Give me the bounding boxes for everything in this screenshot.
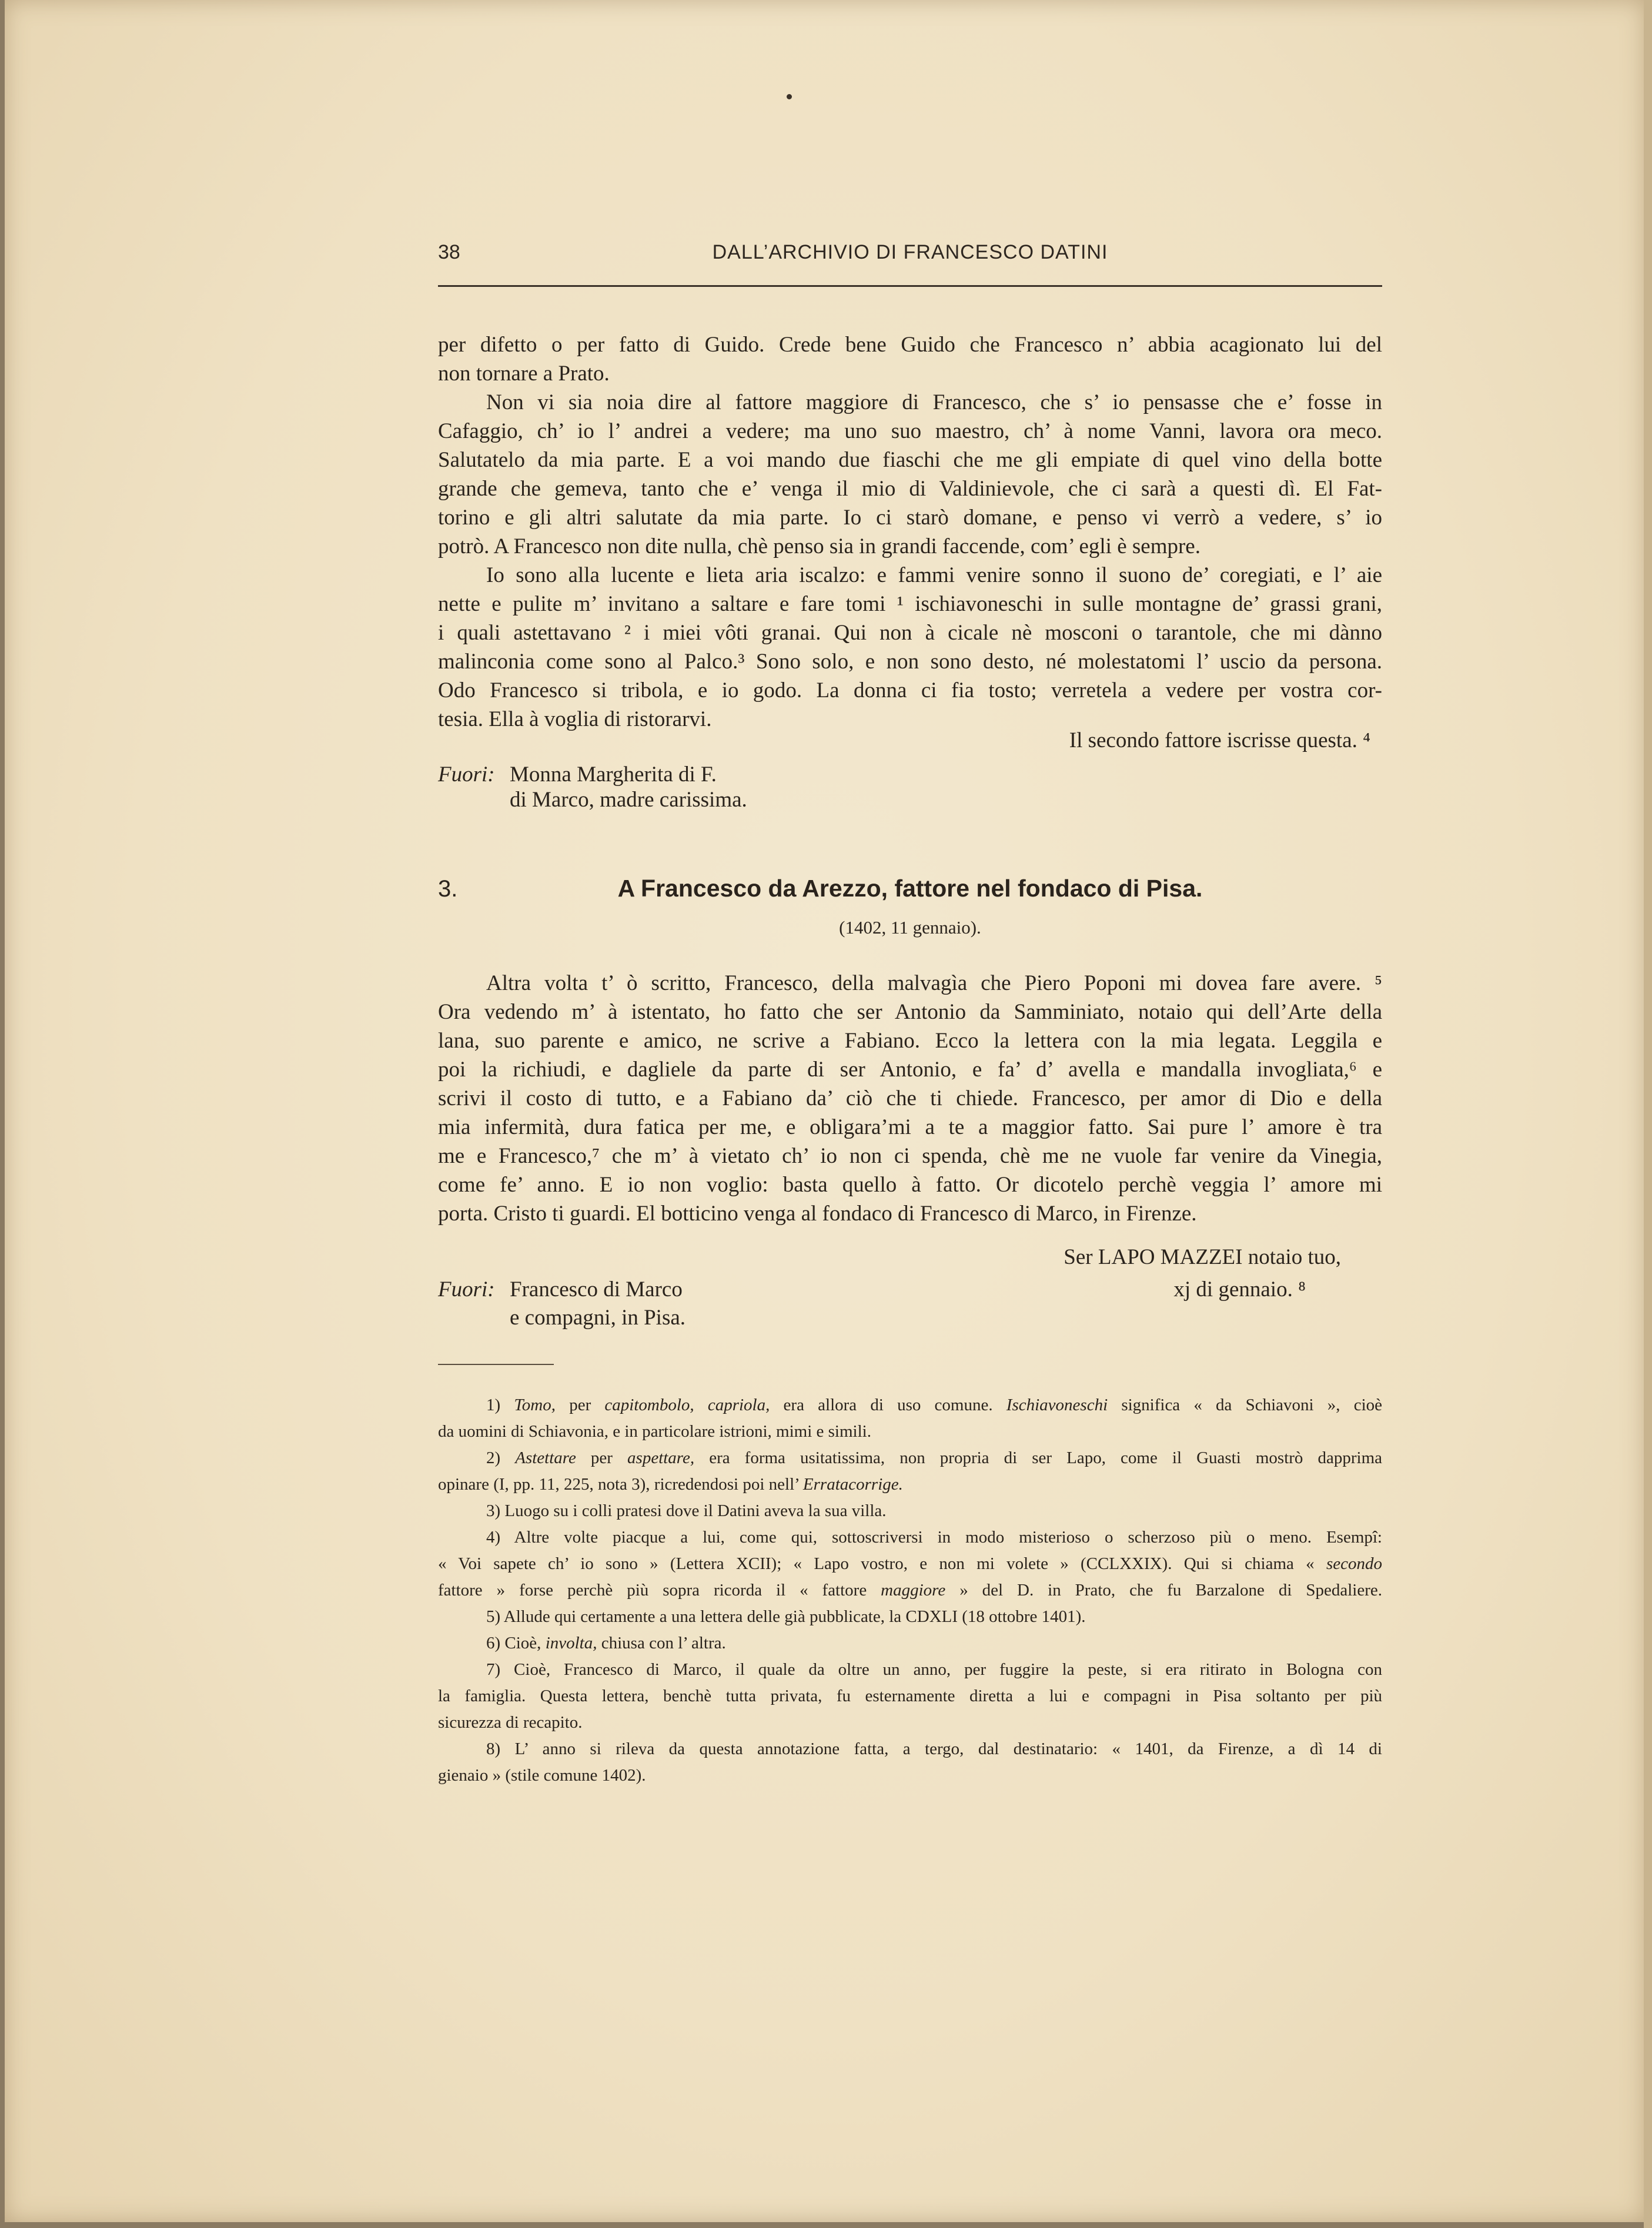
running-title: DALL’ARCHIVIO DI FRANCESCO DATINI	[712, 241, 1108, 263]
letter1-body	[438, 330, 1382, 734]
italic-term: involta,	[545, 1634, 597, 1652]
letter2-body	[438, 969, 1382, 1228]
text-line: mia infermità, dura fatica per me, e obligara’mi a te a maggior fatto. Sai pure l’ amore è tra	[438, 1115, 1382, 1139]
text-line: tesia. Ella à voglia di ristorarvi.	[438, 707, 712, 731]
text-run: « Voi sapete ch’ io sono » (Lettera XCII); « Lapo vostro, e non mi volete » (CCLXXIX). Qui si chiama «	[438, 1554, 1326, 1573]
text-line	[438, 1471, 1382, 1498]
italic-term: Tomo,	[514, 1396, 556, 1414]
text-run: gienaio » (stile comune 1402).	[438, 1766, 646, 1785]
running-head	[438, 241, 1382, 270]
text-run: per	[556, 1396, 605, 1414]
italic-term: aspettare,	[627, 1448, 695, 1467]
text-line: poi la richiudi, e dagliele da parte di ser Antonio, e fa’ d’ avella e mandalla invogliata,⁶ e	[438, 1058, 1382, 1082]
text-line	[438, 1630, 1382, 1657]
page-edge	[1644, 0, 1652, 2228]
text-run: per	[576, 1448, 628, 1467]
letter1-signature: Il secondo fattore iscrisse questa. ⁴	[1069, 728, 1370, 752]
text-line: Non vi sia noia dire al fattore maggiore di Francesco, che s’ io pensasse che e’ fosse in	[486, 390, 1382, 414]
text-line	[438, 1498, 1382, 1524]
text-run: 1)	[486, 1396, 514, 1414]
address-line: Monna Margherita di F.	[510, 762, 717, 787]
text-line	[438, 1551, 1382, 1577]
text-line	[438, 1683, 1382, 1710]
text-run: era forma usitatissima, non propria di ser Lapo, come il Guasti mostrò dapprima	[694, 1448, 1382, 1467]
address-line: Francesco di Marco	[510, 1277, 683, 1302]
text-line: scrivi il costo di tutto, e a Fabiano da’ ciò che ti chiede. Francesco, per amor di Dio e della	[438, 1086, 1382, 1110]
header-rule	[438, 285, 1382, 287]
text-line: torino e gli altri salutate da mia parte. Io ci starò domane, e penso vi verrò a vedere, s’ io	[438, 506, 1382, 530]
text-run: 8) L’ anno si rileva da questa annotazione fatta, a tergo, dal destinatario: « 1401, da Firenze, a dì 14 di	[486, 1739, 1382, 1758]
letter2-address	[438, 1276, 1382, 1332]
text-line	[438, 1577, 1382, 1604]
italic-term: maggiore	[881, 1581, 946, 1600]
text-run: 3) Luogo su i colli pratesi dove il Datini aveva la sua villa.	[486, 1501, 887, 1520]
footnotes	[438, 1392, 1382, 1789]
text-line: non tornare a Prato.	[438, 362, 610, 386]
fuori-label: Fuori:	[438, 762, 495, 787]
text-line: i quali astettavano ² i miei vôti granai. Qui non à cicale nè mosconi o tarantole, che mi dànno	[438, 621, 1382, 645]
text-line	[438, 1710, 1382, 1736]
text-line	[438, 1762, 1382, 1789]
italic-term: Astettare	[515, 1448, 576, 1467]
letter-number: 3.	[438, 876, 458, 902]
text-line: malinconia come sono al Palco.³ Sono solo, e non sono desto, né molestatomi l’ uscio da persona.	[438, 650, 1382, 674]
text-run: 4) Altre volte piacque a lui, come qui, sottoscriversi in modo misterioso o scherzoso più o meno. Esempî:	[486, 1528, 1382, 1547]
italic-term: capitombolo, capriola,	[604, 1396, 770, 1414]
fuori-label: Fuori:	[438, 1277, 495, 1302]
italic-term: Erratacorrige.	[802, 1475, 903, 1494]
text-line: Odo Francesco si tribola, e io godo. La donna ci fia tosto; verretela a vedere per vostra cor-	[438, 678, 1382, 702]
text-line: grande che gemeva, tanto che e’ venga il mio di Valdinievole, che ci sarà a questi dì. El Fat-	[438, 477, 1382, 501]
text-line	[438, 1604, 1382, 1630]
letter-date: (1402, 11 gennaio).	[839, 917, 981, 938]
ink-speck	[787, 94, 792, 99]
text-line	[438, 1657, 1382, 1683]
text-line: come fe’ anno. E io non voglio: basta quello à fatto. Or dicotelo perchè veggia l’ amore mi	[438, 1173, 1382, 1197]
address-line: di Marco, madre carissima.	[510, 788, 747, 812]
signature-line: Ser LAPO MAZZEI notaio tuo,	[1064, 1245, 1341, 1269]
text-run: la famiglia. Questa lettera, benchè tutta privata, fu esternamente diretta a lui e compagni in Pisa soltanto per più	[438, 1687, 1382, 1705]
text-run: era allora di uso comune.	[770, 1396, 1006, 1414]
text-line: Altra volta t’ ò scritto, Francesco, della malvagìa che Piero Poponi mi dovea fare avere. ⁵	[486, 971, 1382, 995]
text-run: significa « da Schiavoni », cioè	[1108, 1396, 1383, 1414]
text-line: lana, suo parente e amico, ne scrive a Fabiano. Ecco la lettera con la mia legata. Leggila e	[438, 1029, 1382, 1053]
text-run: da uomini di Schiavonia, e in particolare istrioni, mimi e simili.	[438, 1422, 871, 1441]
text-run: 6) Cioè,	[486, 1634, 546, 1652]
footnote-rule	[438, 1364, 554, 1365]
text-run: » del D. in Prato, che fu Barzalone di Spedaliere.	[945, 1581, 1382, 1600]
text-run: chiusa con l’ altra.	[597, 1634, 726, 1652]
text-line: potrò. A Francesco non dite nulla, chè penso sia in grandi faccende, com’ egli è sempre.	[438, 534, 1200, 558]
text-line: Io sono alla lucente e lieta aria iscalzo: e fammi venire sonno il suono de’ coregiati, e l’ aie	[486, 563, 1382, 587]
italic-term: Ischiavoneschi	[1006, 1396, 1108, 1414]
text-run: opinare (I, pp. 11, 225, nota 3), ricredendosi poi nell’	[438, 1475, 803, 1494]
text-line	[438, 1524, 1382, 1551]
text-line	[438, 1392, 1382, 1419]
text-line: per difetto o per fatto di Guido. Crede bene Guido che Francesco n’ abbia acagionato lui del	[438, 333, 1382, 357]
text-run: 5) Allude qui certamente a una lettera delle già pubblicate, la CDXLI (18 ottobre 1401).	[486, 1607, 1086, 1626]
address-line: e compagni, in Pisa.	[510, 1306, 686, 1330]
text-line: Ora vedendo m’ à istentato, ho fatto che ser Antonio da Samminiato, notaio qui dell’Arte della	[438, 1000, 1382, 1024]
text-line: me e Francesco,⁷ che m’ à vietato ch’ io non ci spenda, chè me ne vuole far venire da Vinegia,	[438, 1144, 1382, 1168]
text-line: Salutatelo da mia parte. E a voi mando due fiaschi che me gli empiate di quel vino della botte	[438, 448, 1382, 472]
text-run: 7) Cioè, Francesco di Marco, il quale da oltre un anno, per fuggire la peste, si era ritirato in Bologna con	[486, 1660, 1382, 1679]
text-run: fattore » forse perchè più sopra ricorda il « fattore	[438, 1581, 881, 1600]
text-line	[438, 1736, 1382, 1762]
italic-term: secondo	[1326, 1554, 1382, 1573]
text-line: nette e pulite m’ invitano a saltare e fare tomi ¹ ischiavoneschi in sulle montagne de’ grassi grani,	[438, 592, 1382, 616]
text-run: sicurezza di recapito.	[438, 1713, 583, 1732]
text-line	[438, 1419, 1382, 1445]
letter1-address	[438, 762, 1382, 812]
text-line: porta. Cristo ti guardi. El botticino venga al fondaco di Francesco di Marco, in Firenze.	[438, 1202, 1197, 1226]
book-page	[5, 0, 1645, 2222]
page-number: 38	[438, 241, 460, 263]
text-line: Cafaggio, ch’ io l’ andrei a vedere; ma uno suo maestro, ch’ à nome Vanni, lavora ora meco.	[438, 419, 1382, 443]
signature-date: xj di gennaio. ⁸	[1173, 1277, 1306, 1302]
text-line	[438, 1445, 1382, 1471]
letter-title: A Francesco da Arezzo, fattore nel fondaco di Pisa.	[617, 875, 1203, 902]
text-run: 2)	[486, 1448, 516, 1467]
